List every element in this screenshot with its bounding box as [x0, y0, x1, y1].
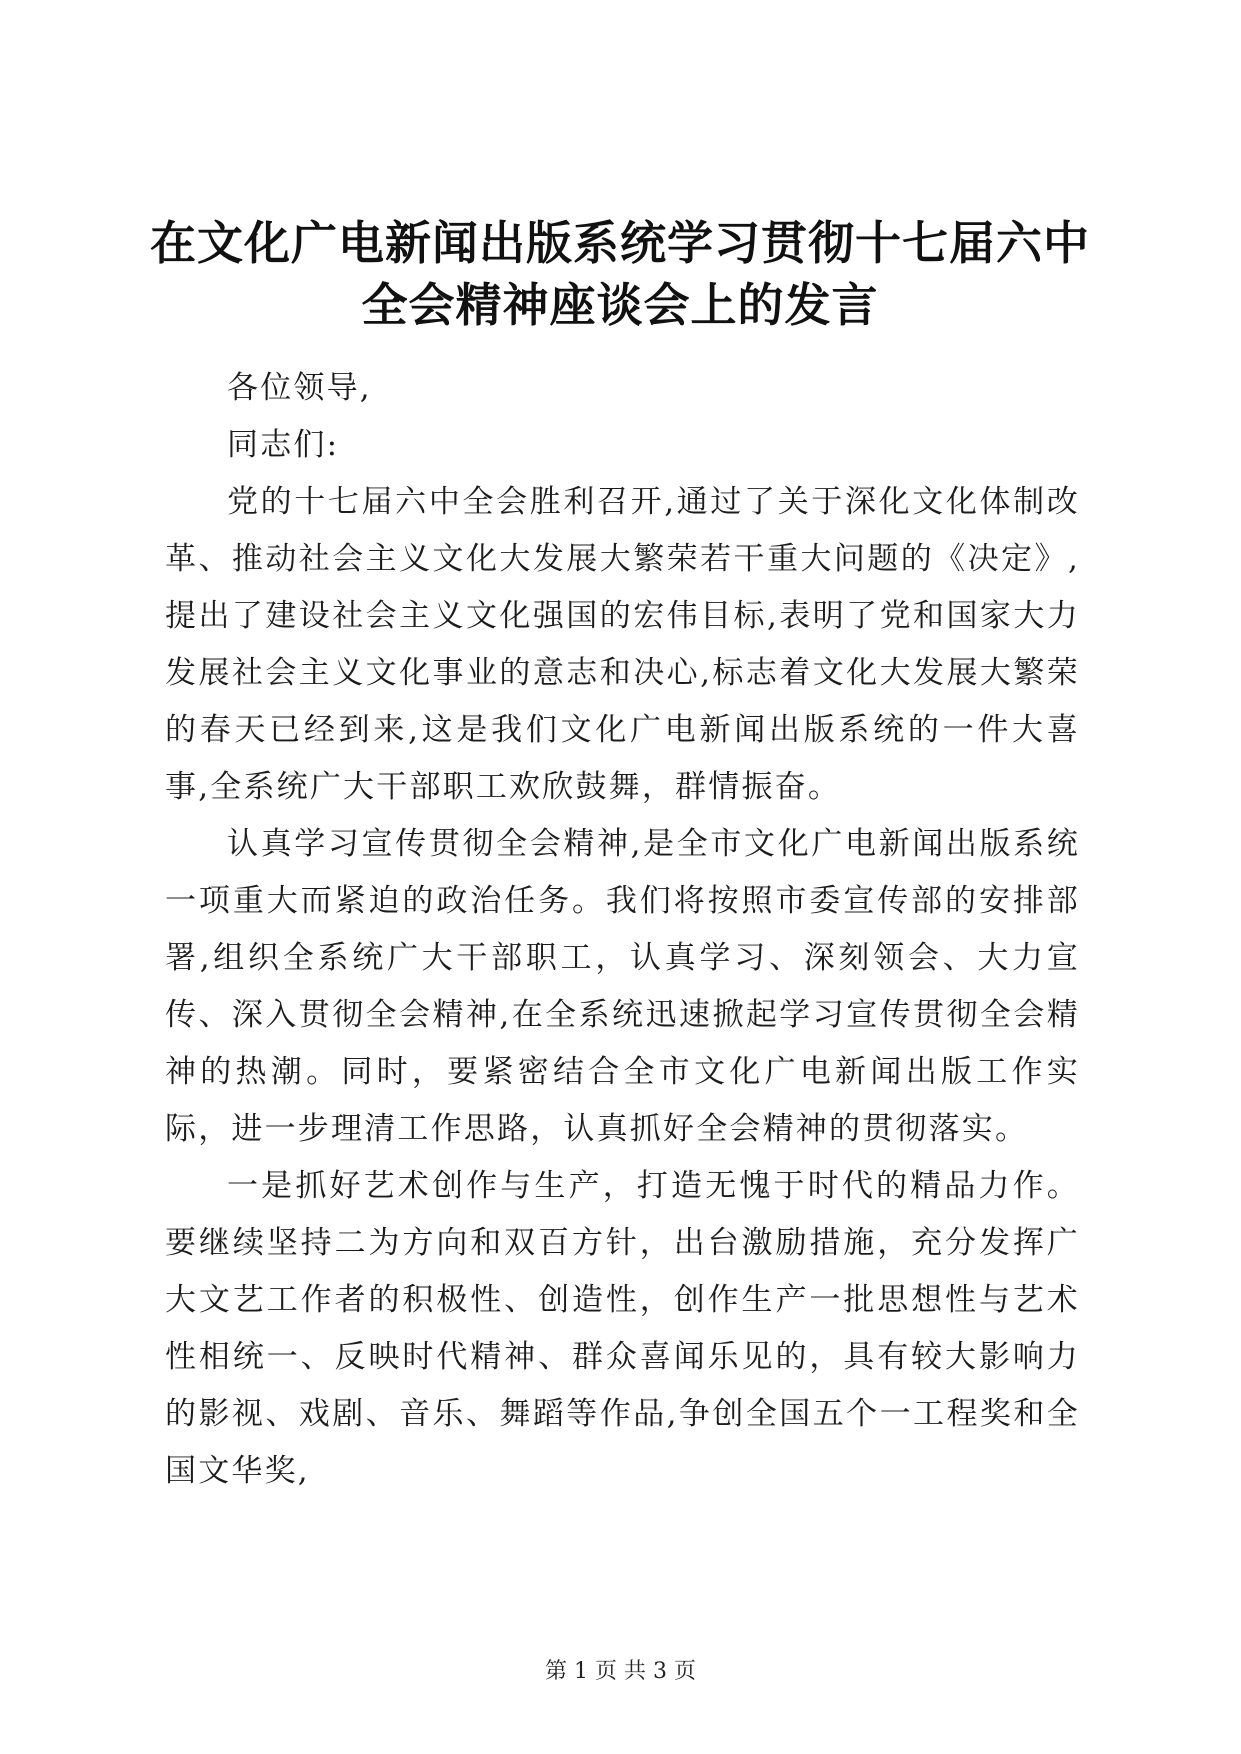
page-number: 第 1 页 共 3 页: [545, 1659, 696, 1684]
salutation-comrades: 同志们:: [227, 427, 340, 463]
paragraph-3: 一是抓好艺术创作与生产，打造无愧于时代的精品力作。要继续坚持二为方向和双百方针，出台激励措施，充分发挥广大文艺工作者的积极性、创造性，创作生产一批思想性与艺术性相统一、反映时代精神、群众喜闻乐见的，具有较大影响力的影视、戏剧、音乐、舞蹈等作品,争创全国五个一工程奖和全国文华奖,: [165, 1168, 1080, 1489]
page-footer: [0, 1654, 1241, 1685]
paragraph-2: 认真学习宣传贯彻全会精神,是全市文化广电新闻出版系统一项重大而紧迫的政治任务。我们将按照市委宣传部的安排部署,组织全系统广大干部职工，认真学习、深刻领会、大力宣传、深入贯彻全会精神,在全系统迅速掀起学习宣传贯彻全会精神的热潮。同时，要紧密结合全市文化广电新闻出版工作实际，进一步理清工作思路，认真抓好全会精神的贯彻落实。: [165, 826, 1080, 1147]
salutation-leaders: 各位领导,: [227, 370, 372, 406]
document-body: [165, 360, 1080, 1500]
paragraph-1: 党的十七届六中全会胜利召开,通过了关于深化文化体制改革、推动社会主义文化大发展大繁荣若干重大问题的《决定》,提出了建设社会主义文化强国的宏伟目标,表明了党和国家大力发展社会主义文化事业的意志和决心,标志着文化大发展大繁荣的春天已经到来,这是我们文化广电新闻出版系统的一件大喜事,全系统广大干部职工欢欣鼓舞，群情振奋。: [165, 484, 1080, 805]
title-line-1: 在文化广电新闻出版系统学习贯彻十七届六中: [150, 216, 1090, 270]
title-line-2: 全会精神座谈会上的发言: [361, 278, 879, 332]
document-title: [130, 212, 1110, 336]
